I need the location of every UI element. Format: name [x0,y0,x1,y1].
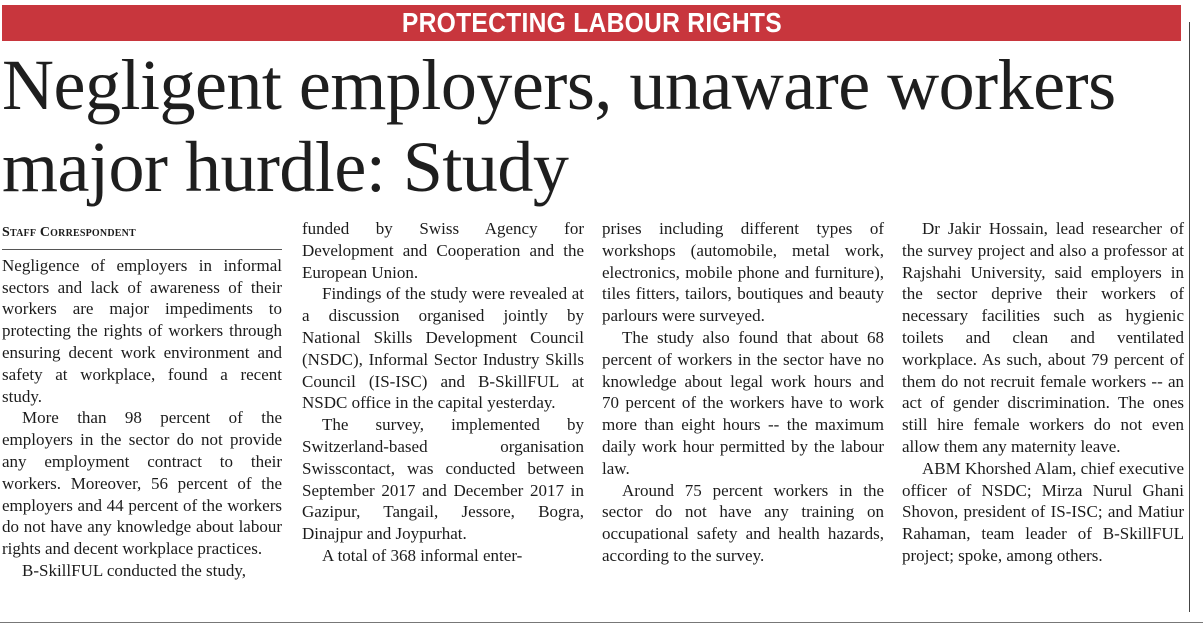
paragraph: More than 98 percent of the employers in the sector do not provide any employment contract to their workers. Moreover, 56 percent of the employers and 44 percent of the workers do not have any knowledge about labour rights and decent workplace practices. [2,408,282,559]
section-kicker-bar [2,5,1181,41]
headline [2,44,1187,208]
paragraph: prises including different types of workshops (automobile, metal work, electronics, mobile phone and furniture), tiles fitters, tailors, boutiques and beauty parlours were surveyed. [602,219,884,326]
paragraph: Negligence of employers in informal sectors and lack of awareness of their workers are major impediments to protecting the rights of workers through ensuring decent work environment and safety at workplace, found a recent study. [2,255,282,406]
paragraph: Findings of the study were revealed at a discussion organised jointly by National Skills Development Council (NSDC), Informal Sector Industry Skills Council (IS-ISC) and B-SkillFUL at NSDC office in the capital yesterday. [302,284,584,413]
paragraph: A total of 368 informal enter- [322,545,523,565]
article-column-2 [302,218,584,567]
paragraph: Dr Jakir Hossain, lead researcher of the survey project and also a professor at Rajshahi University, said employers in the sector deprive their workers of necessary facilities such as hygienic toilets and clean and ventilated workplace. As such, about 79 percent of them do not recruit female workers -- an act of gender discrimination. The ones still hire female workers do not even allow them any maternity leave. [902,219,1184,456]
headline-line-2: major hurdle: Study [2,127,569,207]
byline: Staff Correspondent [2,218,282,250]
article-column-3 [602,218,884,567]
article-column-1 [2,218,282,582]
section-kicker: PROTECTING LABOUR RIGHTS [401,7,782,38]
paragraph: funded by Swiss Agency for Development and Cooperation and the European Union. [302,219,584,282]
headline-line-1: Negligent employers, unaware workers [2,45,1116,125]
paragraph: The survey, implemented by Switzerland-based organisation Swisscontact, was conducted between September 2017 and December 2017 in Gazipur, Tangail, Jessore, Bogra, Dinajpur and Joypurhat. [302,415,584,544]
paragraph: B-SkillFUL conducted the study, [22,560,246,580]
bottom-divider [0,622,1203,623]
article-body [2,218,1185,608]
paragraph: The study also found that about 68 percent of workers in the sector have no knowledge about legal work hours and 70 percent of the workers have to work more than eight hours -- the maximum daily work hour permitted by the labour law. [602,327,884,478]
column-divider [1189,22,1190,612]
paragraph: ABM Khorshed Alam, chief executive officer of NSDC; Mirza Nurul Ghani Shovon, president of IS-ISC; and Matiur Rahaman, team leader of B-SkillFUL project; spoke, among others. [902,458,1185,565]
paragraph: Around 75 percent workers in the sector do not have any training on occupational safety and health hazards, according to the survey. [602,480,884,565]
adjacent-article-edge [1189,0,1203,628]
article-column-4 [902,218,1184,567]
